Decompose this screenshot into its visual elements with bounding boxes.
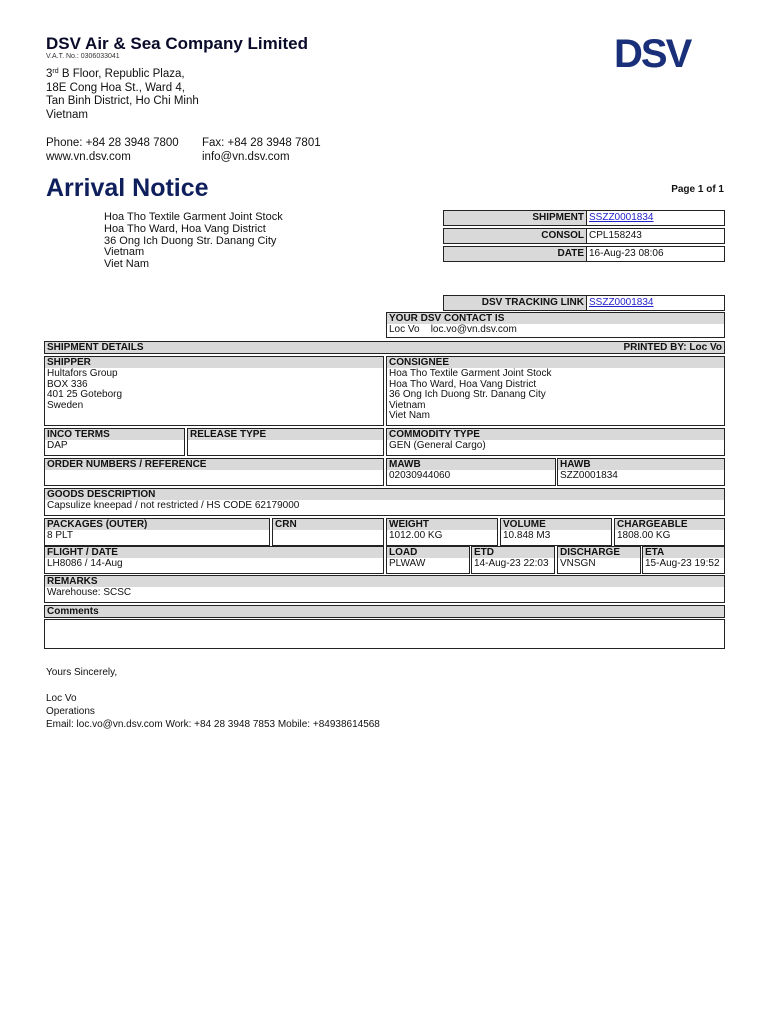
- hawb-label: HAWB: [558, 459, 724, 470]
- mawb-label: MAWB: [387, 459, 555, 470]
- dsv-contact-box: [386, 312, 725, 338]
- discharge-label: DISCHARGE: [558, 547, 640, 558]
- commodity-type-value: GEN (General Cargo): [389, 440, 486, 451]
- release-type-box: [187, 428, 384, 456]
- release-type-value: [188, 440, 383, 442]
- volume-label: VOLUME: [501, 519, 611, 530]
- consignee-label: CONSIGNEE: [387, 357, 724, 368]
- shipment-details-bar: [44, 341, 725, 354]
- mawb-box: [386, 458, 556, 486]
- order-numbers-label: ORDER NUMBERS / REFERENCE: [45, 459, 383, 470]
- etd-box: [471, 546, 555, 574]
- recipient-line: Vietnam: [104, 246, 145, 259]
- address-line-1: 3rd B Floor, Republic Plaza,: [46, 68, 185, 80]
- flight-date-value: LH8086 / 14-Aug: [47, 558, 123, 569]
- flight-date-box: [44, 546, 384, 574]
- recipient-line: Hoa Tho Ward, Hoa Vang District: [104, 222, 266, 235]
- shipper-label: SHIPPER: [45, 357, 383, 368]
- volume-value: 10.848 M3: [503, 530, 551, 541]
- flight-date-label: FLIGHT / DATE: [45, 547, 383, 558]
- discharge-box: [557, 546, 641, 574]
- chargeable-box: [614, 518, 725, 546]
- order-numbers-box: [44, 458, 384, 486]
- commodity-type-label: COMMODITY TYPE: [387, 429, 724, 440]
- tracking-label: DSV TRACKING LINK: [481, 297, 584, 308]
- dsv-logo: [614, 36, 724, 70]
- inco-terms-value: DAP: [47, 440, 68, 451]
- fax-number: Fax: +84 28 3948 7801: [202, 137, 321, 149]
- dsv-logo-text: DSV: [614, 36, 691, 70]
- remarks-box: [44, 575, 725, 603]
- shipper-line: Sweden: [47, 399, 84, 411]
- address-line-4: Vietnam: [46, 108, 88, 121]
- consignee-address: [387, 368, 724, 423]
- load-label: LOAD: [387, 547, 469, 558]
- consignee-line: Viet Nam: [389, 410, 430, 422]
- packages-box: [44, 518, 270, 546]
- discharge-value: VNSGN: [560, 558, 596, 569]
- mawb-value: 02030944060: [389, 470, 451, 481]
- consol-value: CPL158243: [586, 229, 724, 243]
- order-numbers-value: [45, 470, 383, 472]
- crn-box: [272, 518, 384, 546]
- consignee-line: 36 Ong Ich Duong Str. Danang City: [389, 389, 546, 401]
- closing-line: Yours Sincerely,: [46, 667, 118, 678]
- consol-ref-row: [443, 228, 725, 244]
- comments-label: Comments: [45, 606, 724, 617]
- shipper-box: [44, 356, 384, 426]
- consignee-box: [386, 356, 725, 426]
- date-value: 16-Aug-23 08:06: [586, 247, 724, 261]
- address-line-2: 18E Cong Hoa St., Ward 4,: [46, 81, 185, 94]
- crn-label: CRN: [273, 519, 383, 530]
- recipient-line: 36 Ong Ich Duong Str. Danang City: [104, 234, 277, 247]
- company-address: [46, 68, 199, 122]
- weight-label: WEIGHT: [387, 519, 497, 530]
- comments-header-box: [44, 605, 725, 618]
- company-email-link[interactable]: info@vn.dsv.com: [202, 151, 290, 163]
- eta-box: [642, 546, 725, 574]
- vat-number: V.A.T. No.: 0306033041: [46, 53, 120, 60]
- load-box: [386, 546, 470, 574]
- eta-label: ETA: [643, 547, 724, 558]
- document-title: Arrival Notice: [46, 174, 209, 202]
- volume-box: [500, 518, 612, 546]
- tracking-link[interactable]: SSZZ0001834: [589, 297, 654, 308]
- release-type-label: RELEASE TYPE: [188, 429, 383, 440]
- remarks-label: REMARKS: [45, 576, 724, 587]
- recipient-line: Hoa Tho Textile Garment Joint Stock: [104, 211, 283, 223]
- inco-terms-box: [44, 428, 185, 456]
- shipper-line: Hultafors Group: [47, 368, 118, 379]
- shipper-line: BOX 336: [47, 378, 88, 390]
- goods-description-box: [44, 488, 725, 516]
- packages-value: 8 PLT: [47, 530, 73, 541]
- recipient-line: Viet Nam: [104, 258, 150, 271]
- shipment-value: [586, 211, 724, 225]
- page-indicator: Page 1 of 1: [671, 184, 724, 195]
- load-value: PLWAW: [389, 558, 426, 569]
- etd-value: 14-Aug-23 22:03: [474, 558, 549, 569]
- shipper-address: [45, 368, 383, 412]
- consignee-line: Vietnam: [389, 399, 426, 411]
- chargeable-value: 1808.00 KG: [617, 530, 671, 541]
- packages-label: PACKAGES (OUTER): [45, 519, 269, 530]
- dsv-contact-value: Loc Vo loc.vo@vn.dsv.com: [389, 324, 517, 335]
- company-name: DSV Air & Sea Company Limited: [46, 34, 308, 53]
- comments-value: [45, 620, 724, 622]
- date-ref-row: [443, 246, 725, 262]
- signer-role: Operations: [46, 706, 95, 717]
- printed-by: PRINTED BY: Loc Vo: [623, 342, 722, 353]
- date-label: DATE: [557, 248, 584, 259]
- weight-value: 1012.00 KG: [389, 530, 443, 541]
- address-line-3: Tan Binh District, Ho Chi Minh: [46, 95, 199, 108]
- shipment-label: SHIPMENT: [532, 212, 584, 223]
- crn-value: [273, 530, 383, 532]
- signer-name: Loc Vo: [46, 693, 77, 704]
- recipient-address: [104, 212, 283, 271]
- hawb-value: SZZ0001834: [560, 470, 618, 481]
- eta-value: 15-Aug-23 19:52: [645, 558, 720, 569]
- goods-description-label: GOODS DESCRIPTION: [45, 489, 724, 500]
- chargeable-label: CHARGEABLE: [615, 519, 724, 530]
- website-link[interactable]: www.vn.dsv.com: [46, 151, 131, 163]
- remarks-value: Warehouse: SCSC: [47, 587, 132, 598]
- shipment-link[interactable]: SSZZ0001834: [589, 212, 654, 223]
- hawb-box: [557, 458, 725, 486]
- shipper-line: 401 25 Goteborg: [47, 389, 123, 401]
- tracking-value: [586, 296, 724, 310]
- shipment-ref-row: [443, 210, 725, 226]
- consignee-line: Hoa Tho Ward, Hoa Vang District: [389, 378, 537, 390]
- tracking-row: [443, 295, 725, 311]
- comments-body: [44, 619, 725, 649]
- phone-number: Phone: +84 28 3948 7800: [46, 137, 179, 149]
- consignee-line: Hoa Tho Textile Garment Joint Stock: [389, 368, 552, 379]
- weight-box: [386, 518, 498, 546]
- etd-label: ETD: [472, 547, 554, 558]
- shipment-details-heading: SHIPMENT DETAILS: [47, 342, 144, 353]
- consol-label: CONSOL: [541, 230, 584, 241]
- dsv-contact-label: YOUR DSV CONTACT IS: [387, 313, 724, 324]
- signer-contact: Email: loc.vo@vn.dsv.com Work: +84 28 3948 7853 Mobile: +84938614568: [46, 719, 380, 730]
- goods-description-value: Capsulize kneepad / not restricted / HS CODE 62179000: [47, 500, 300, 511]
- inco-terms-label: INCO TERMS: [45, 429, 184, 440]
- commodity-type-box: [386, 428, 725, 456]
